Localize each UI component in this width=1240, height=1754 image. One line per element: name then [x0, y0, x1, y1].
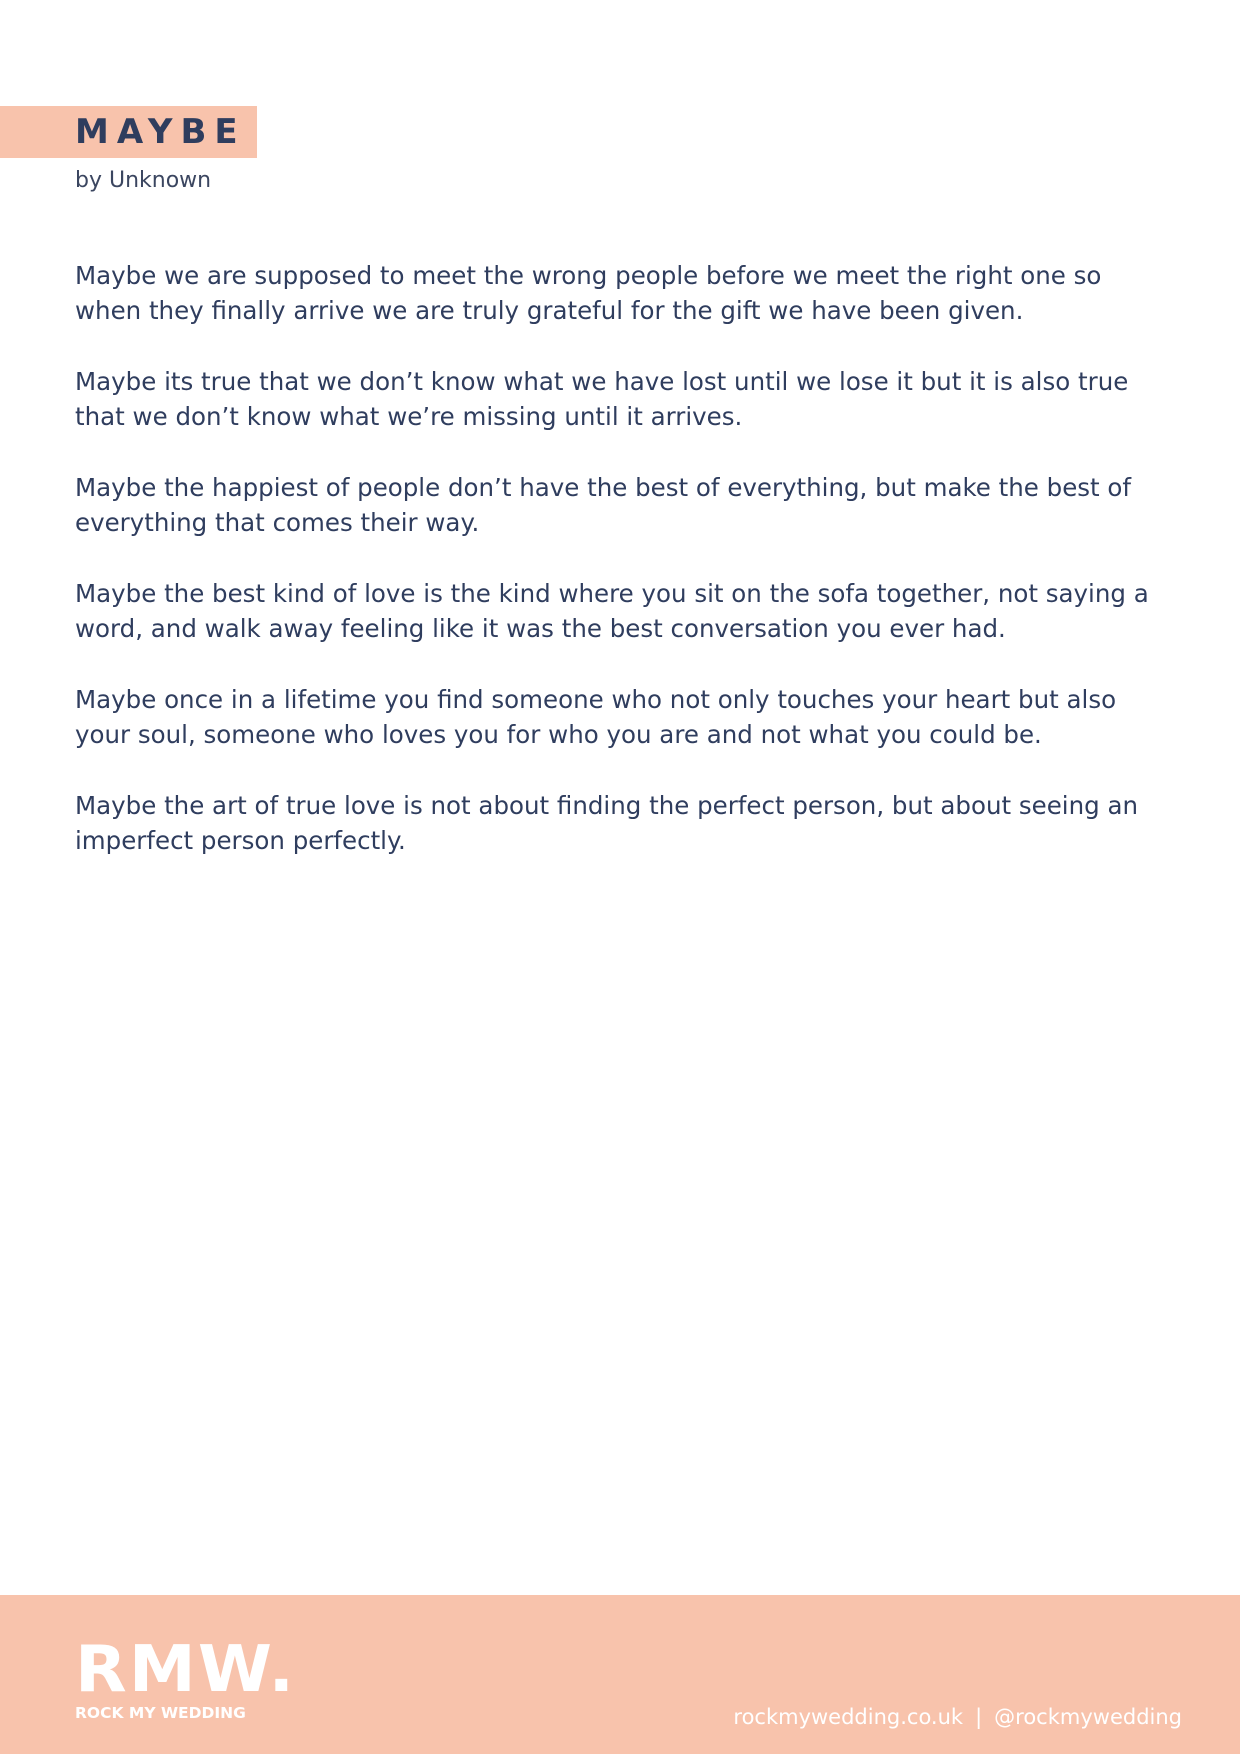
poem-stanza: Maybe the happiest of people don’t have the best of everything, but make the best of everything that comes their way.	[75, 473, 1132, 537]
poem-body	[75, 258, 1155, 894]
page-title: MAYBE	[75, 112, 246, 152]
poem-stanza: Maybe the art of true love is not about finding the perfect person, but about seeing an imperfect person perfectly.	[75, 791, 1138, 855]
logo-mark: RMW.	[75, 1633, 297, 1707]
author-byline: by Unknown	[75, 168, 212, 193]
poem-stanza: Maybe the best kind of love is the kind where you sit on the sofa together, not saying a word, and walk away feeling like it was the best conversation you ever had.	[75, 579, 1149, 643]
poem-stanza: Maybe we are supposed to meet the wrong people before we meet the right one so when they finally arrive we are truly grateful for the gift we have been given.	[75, 261, 1102, 325]
poem-stanza: Maybe once in a lifetime you find someone who not only touches your heart but also your soul, someone who loves you for who you are and not what you could be.	[75, 685, 1117, 749]
rmw-logo	[75, 1633, 297, 1724]
footer-links	[733, 1703, 1182, 1731]
footer-bar	[0, 1595, 1240, 1754]
social-handle-link[interactable]: @rockmywedding	[994, 1705, 1182, 1729]
footer-separator: |	[975, 1705, 983, 1729]
website-link[interactable]: rockmywedding.co.uk	[733, 1705, 964, 1729]
poem-stanza: Maybe its true that we don’t know what we have lost until we lose it but it is also true that we don’t know what we’re missing until it arrives.	[75, 367, 1129, 431]
logo-text: ROCK MY WEDDING	[75, 1704, 246, 1722]
